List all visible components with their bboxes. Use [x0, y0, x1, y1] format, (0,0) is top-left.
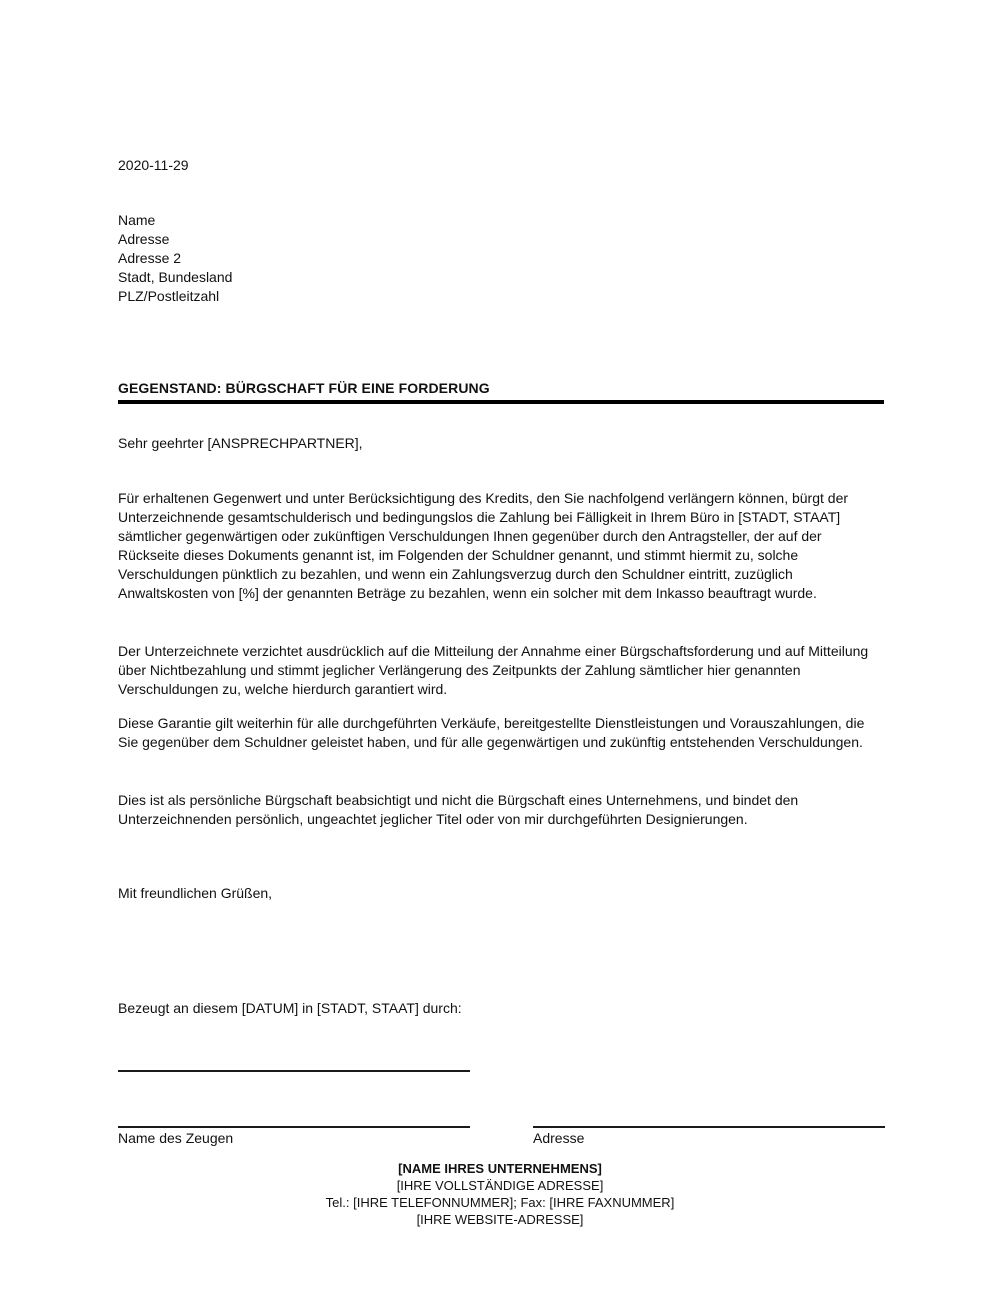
company-footer-block	[0, 1160, 1000, 1228]
signature-line-signer	[118, 1070, 470, 1072]
footer-website: [IHRE WEBSITE-ADRESSE]	[416, 1212, 584, 1227]
signature-line-witness-name	[118, 1126, 470, 1128]
recipient-city-state: Stadt, Bundesland	[118, 269, 233, 285]
closing-salutation: Mit freundlichen Grüßen,	[118, 885, 273, 901]
body-paragraph-3: Diese Garantie gilt weiterhin für alle durchgeführten Verkäufe, bereitgestellte Dienstleistungen und Vorauszahlungen, die Sie gegenüber dem Schuldner geleistet haben, und für alle gegenwärtigen und zukünftig entstehenden Verschuldungen.	[118, 715, 865, 750]
signature-line-witness-address	[533, 1126, 885, 1128]
body-paragraph-1: Für erhaltenen Gegenwert und unter Berücksichtigung des Kredits, den Sie nachfolgend verlängern können, bürgt der Unterzeichnende gesamtschulderisch und bedingungslos die Zahlung bei Fälligkeit in Ihrem Büro in [STADT, STAAT] sämtlicher gegenwärtigen oder zukünftigen Verschuldungen Ihnen gegenüber durch den Antragsteller, der auf der Rückseite dieses Dokuments genannt ist, im Folgenden der Schuldner genannt, und stimmt hiermit zu, solche Verschuldungen pünktlich zu bezahlen, und wenn ein Zahlungsverzug durch den Schuldner eintritt, zuzüglich Anwaltskosten von [%] der genannten Beträge zu bezahlen, wenn ein solcher mit dem Inkasso beauftragt wurde.	[118, 490, 849, 601]
recipient-address-line-2: Adresse 2	[118, 250, 182, 266]
witness-name-label: Name des Zeugen	[118, 1130, 234, 1146]
subject-heading: GEGENSTAND: BÜRGSCHAFT FÜR EINE FORDERUNG	[118, 380, 490, 396]
body-paragraph-4: Dies ist als persönliche Bürgschaft beabsichtigt und nicht die Bürgschaft eines Unternehmens, und bindet den Unterzeichnenden persönlich, ungeachtet jeglicher Titel oder von mir durchgeführten Designierungen.	[118, 792, 799, 827]
recipient-address-line-1: Adresse	[118, 231, 170, 247]
recipient-postal-code: PLZ/Postleitzahl	[118, 288, 220, 304]
witness-statement: Bezeugt an diesem [DATUM] in [STADT, STAAT] durch:	[118, 1000, 462, 1016]
footer-company-address: [IHRE VOLLSTÄNDIGE ADRESSE]	[396, 1178, 604, 1193]
body-paragraph-2: Der Unterzeichnete verzichtet ausdrücklich auf die Mitteilung der Annahme einer Bürgschaftsforderung und auf Mitteilung über Nichtbezahlung und stimmt jeglicher Verlängerung des Zeitpunkts der Zahlung sämtlicher hier genannten Verschuldungen zu, welche hierdurch garantiert wird.	[118, 643, 869, 697]
witness-address-label: Adresse	[533, 1130, 585, 1146]
footer-phone-fax: Tel.: [IHRE TELEFONNUMMER]; Fax: [IHRE FAXNUMMER]	[325, 1195, 675, 1210]
recipient-address-block	[118, 211, 232, 306]
letter-date: 2020-11-29	[118, 157, 189, 173]
salutation: Sehr geehrter [ANSPRECHPARTNER],	[118, 435, 363, 451]
recipient-name: Name	[118, 212, 156, 228]
footer-company-name: [NAME IHRES UNTERNEHMENS]	[398, 1161, 602, 1176]
subject-divider-rule	[118, 400, 884, 404]
